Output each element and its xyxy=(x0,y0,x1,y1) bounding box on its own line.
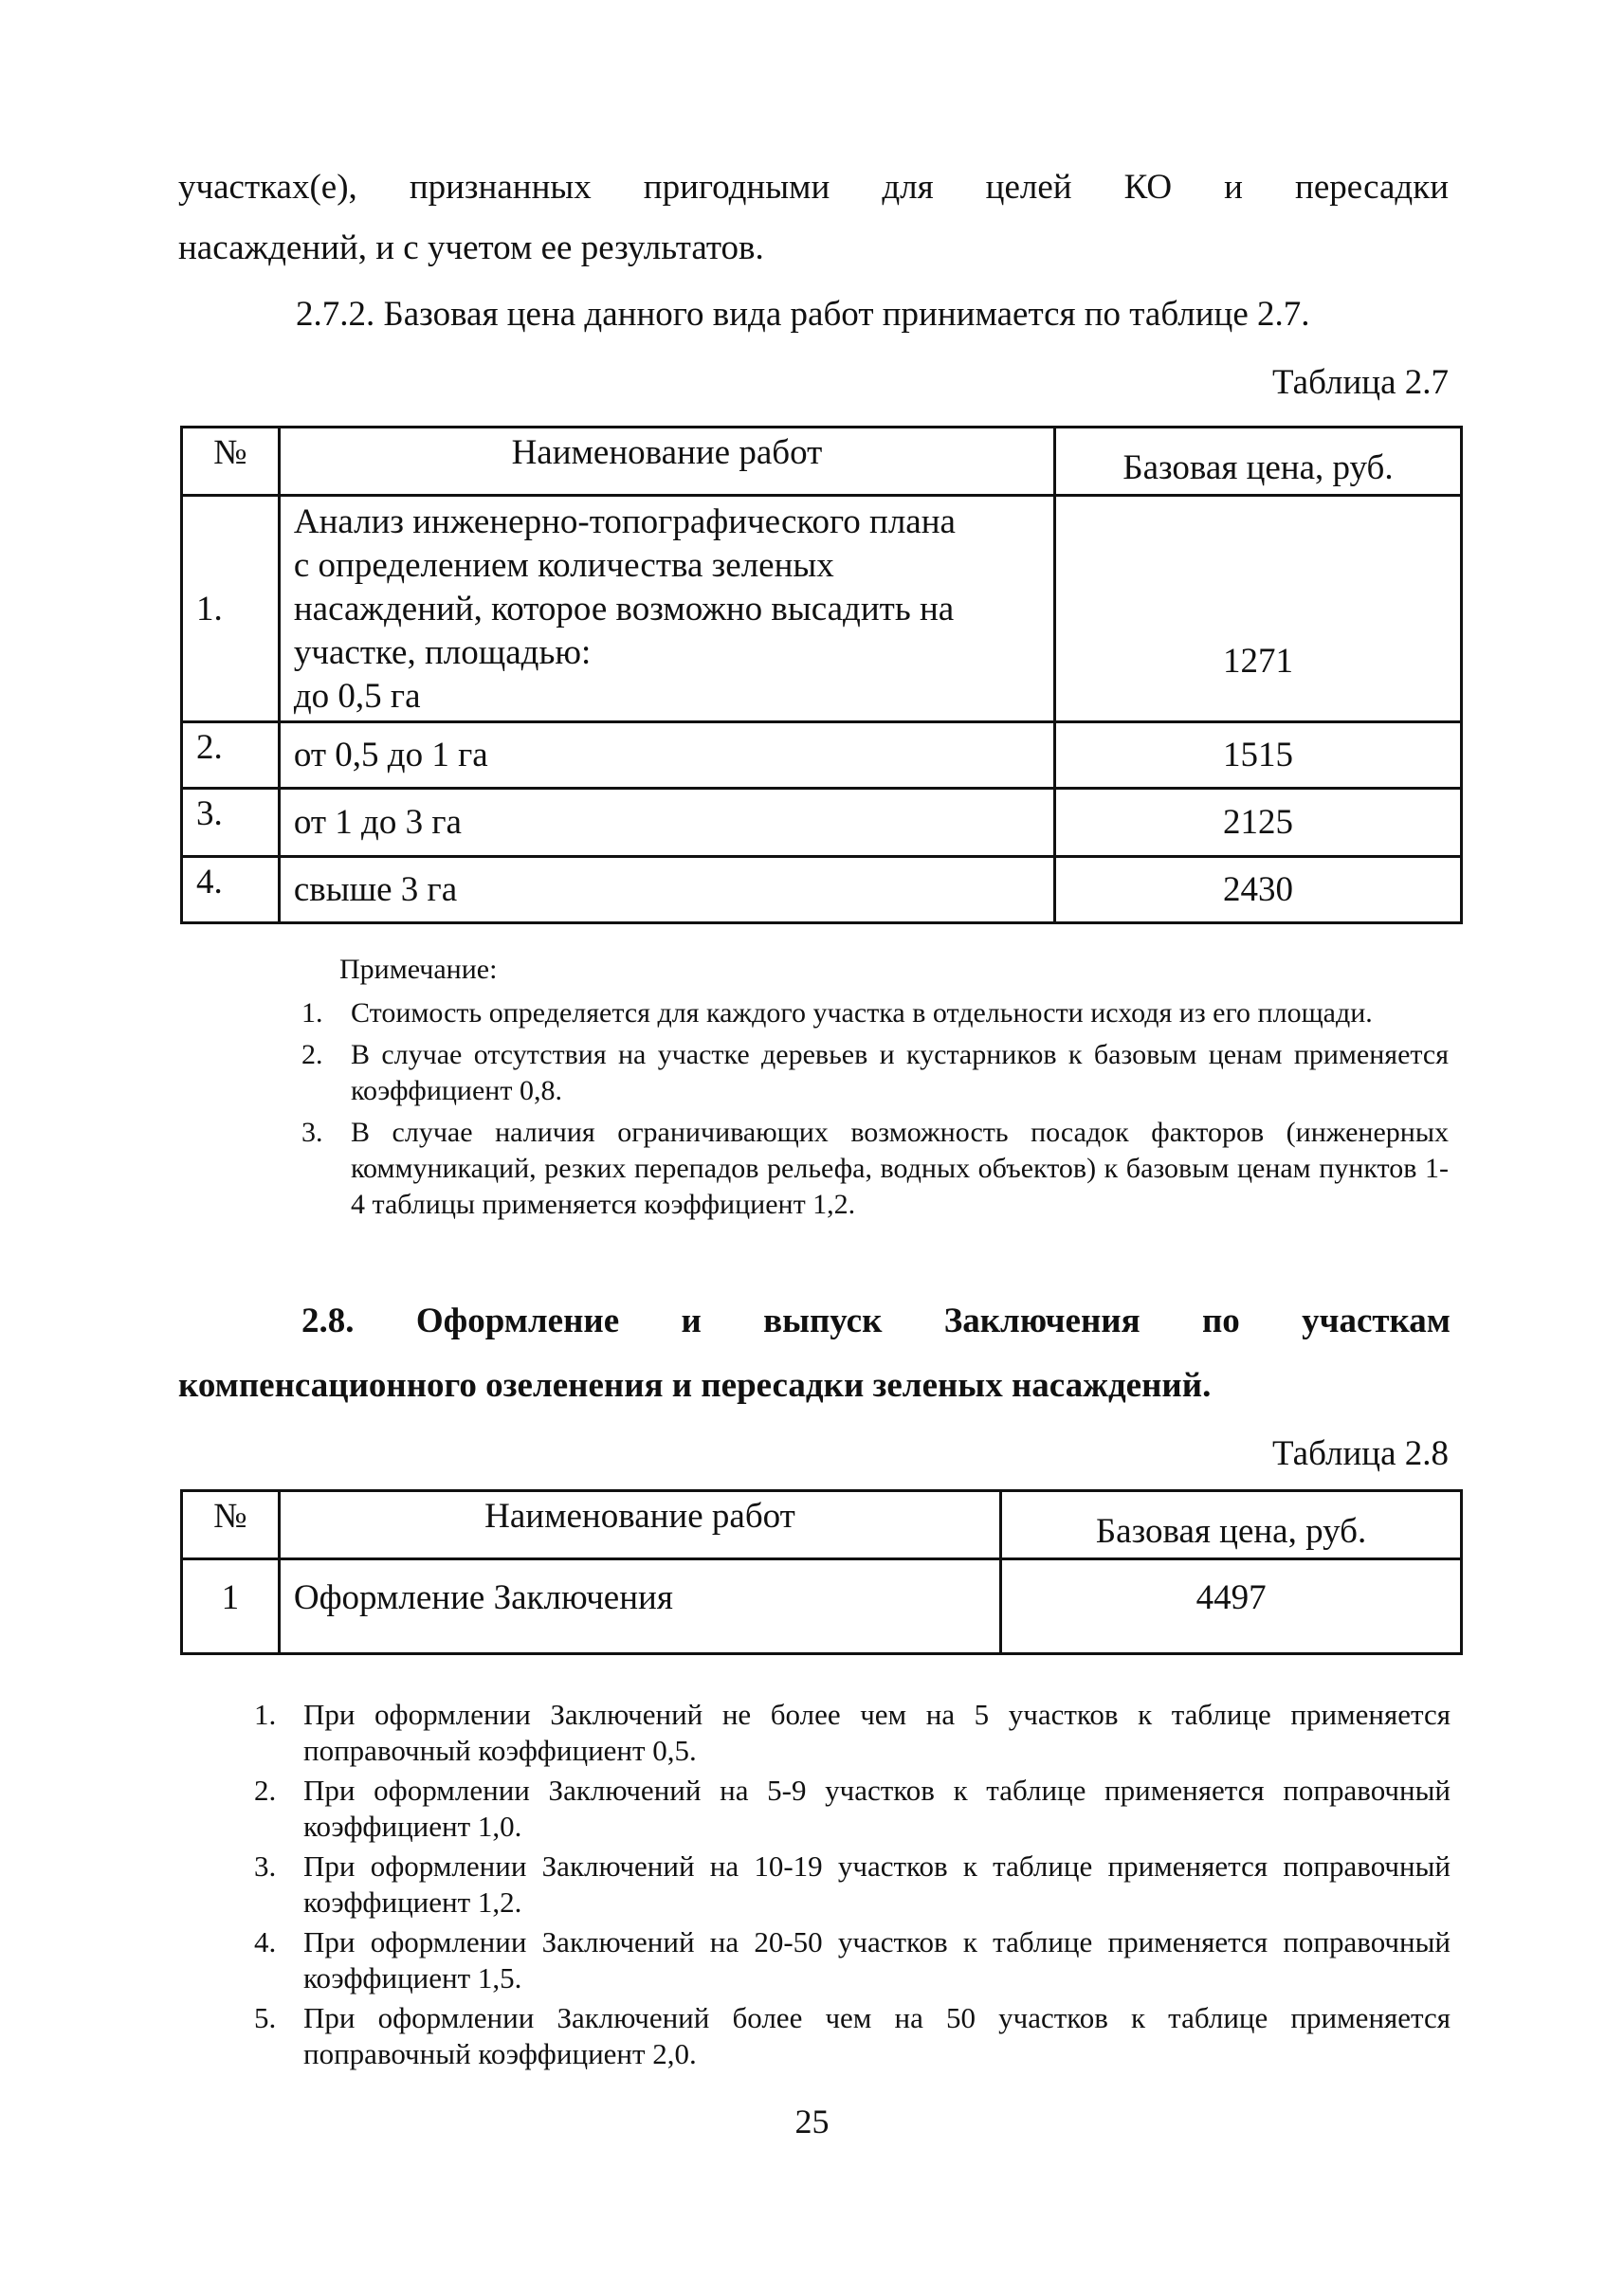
header-num: № xyxy=(182,428,280,496)
row-name-line: участке, площадью: xyxy=(293,633,592,672)
row-name-line: до 0,5 га xyxy=(293,677,421,716)
section-2-8-heading-line-1: 2.8. Оформление и выпуск Заключения по участкам xyxy=(301,1302,1451,1340)
table-2-7 xyxy=(180,426,1463,924)
intro-line-2: насаждений, и с учетом ее результатов. xyxy=(178,228,764,267)
row-price: 2430 xyxy=(1055,857,1462,923)
list-item xyxy=(254,1849,1451,1921)
row-name-line: с определением количества зеленых xyxy=(293,546,834,585)
list-item-num: 2. xyxy=(254,1774,277,1807)
header-name: Наименование работ xyxy=(279,428,1054,496)
row-num: 1. xyxy=(182,496,280,722)
list-item-num: 3. xyxy=(301,1117,323,1148)
header-price: Базовая цена, руб. xyxy=(1055,428,1462,496)
row-name: от 1 до 3 га xyxy=(279,789,1054,857)
header-price: Базовая цена, руб. xyxy=(1001,1491,1462,1559)
row-name: от 0,5 до 1 га xyxy=(279,722,1054,789)
list-item-text: При оформлении Заключений не более чем на 5 участков к таблице применяется поправочный коэффициент 0,5. xyxy=(303,1698,1451,1767)
row-price: 1271 xyxy=(1055,496,1462,722)
row-num: 2. xyxy=(182,722,280,789)
table-2-8 xyxy=(180,1489,1463,1655)
row-num: 4. xyxy=(182,857,280,923)
intro-line-1: участках(е), признанных пригодными для целей КО и пересадки xyxy=(178,168,1449,207)
list-item-text: При оформлении Заключений более чем на 50 участков к таблице применяется поправочный коэффициент 2,0. xyxy=(303,2001,1451,2070)
list-item-text: При оформлении Заключений на 5-9 участков к таблице применяется поправочный коэффициент 1,0. xyxy=(303,1774,1451,1843)
notes-2-7-list xyxy=(301,995,1449,1229)
row-num: 1 xyxy=(182,1559,280,1654)
list-item-num: 2. xyxy=(301,1039,323,1070)
row-num: 3. xyxy=(182,789,280,857)
list-item-text: При оформлении Заключений на 20-50 участков к таблице применяется поправочный коэффициент 1,5. xyxy=(303,1925,1451,1994)
table-row xyxy=(182,496,1462,722)
row-name: Оформление Заключения xyxy=(279,1559,1000,1654)
list-item xyxy=(254,1697,1451,1769)
row-name-line: Анализ инженерно-топографического плана xyxy=(293,502,956,541)
list-item xyxy=(254,1924,1451,1996)
notes-2-8-list xyxy=(254,1697,1451,2076)
list-item xyxy=(254,1773,1451,1845)
table-row xyxy=(182,722,1462,789)
list-item-num: 4. xyxy=(254,1925,277,1958)
list-item xyxy=(254,2000,1451,2072)
list-item xyxy=(301,1115,1449,1223)
list-item-text: В случае отсутствия на участке деревьев и кустарников к базовым ценам применяется коэффициент 0,8. xyxy=(351,1039,1449,1106)
list-item-num: 1. xyxy=(254,1698,277,1731)
section-2-8-heading-line-2: компенсационного озеленения и пересадки зеленых насаждений. xyxy=(178,1366,1212,1405)
header-num: № xyxy=(182,1491,280,1559)
row-name xyxy=(279,496,1054,722)
intro-line-3: 2.7.2. Базовая цена данного вида работ принимается по таблице 2.7. xyxy=(296,295,1310,334)
list-item xyxy=(301,1037,1449,1109)
row-price: 1515 xyxy=(1055,722,1462,789)
list-item-text: Стоимость определяется для каждого участка в отдельности исходя из его площади. xyxy=(351,997,1373,1029)
list-item xyxy=(301,995,1449,1031)
row-name: свыше 3 га xyxy=(279,857,1054,923)
list-item-num: 1. xyxy=(301,997,323,1029)
list-item-text: При оформлении Заключений на 10-19 участков к таблице применяется поправочный коэффициент 1,2. xyxy=(303,1849,1451,1919)
page-number: 25 xyxy=(794,2103,830,2140)
table-row xyxy=(182,789,1462,857)
table-2-8-header-row xyxy=(182,1491,1462,1559)
header-name: Наименование работ xyxy=(279,1491,1000,1559)
list-item-num: 3. xyxy=(254,1849,277,1883)
row-price: 2125 xyxy=(1055,789,1462,857)
notes-2-7-title: Примечание: xyxy=(339,954,498,985)
table-row xyxy=(182,1559,1462,1654)
list-item-text: В случае наличия ограничивающих возможность посадок факторов (инженерных коммуникаций, резких перепадов рельефа, водных объектов) к базовым ценам пунктов 1-4 таблицы применяется коэффициент 1,2. xyxy=(351,1117,1449,1220)
list-item-num: 5. xyxy=(254,2001,277,2034)
row-name-line: насаждений, которое возможно высадить на xyxy=(293,590,955,628)
table-row xyxy=(182,857,1462,923)
table-2-7-caption: Таблица 2.7 xyxy=(1272,363,1449,402)
row-price: 4497 xyxy=(1001,1559,1462,1654)
table-2-8-caption: Таблица 2.8 xyxy=(1272,1434,1449,1473)
table-2-7-header-row xyxy=(182,428,1462,496)
